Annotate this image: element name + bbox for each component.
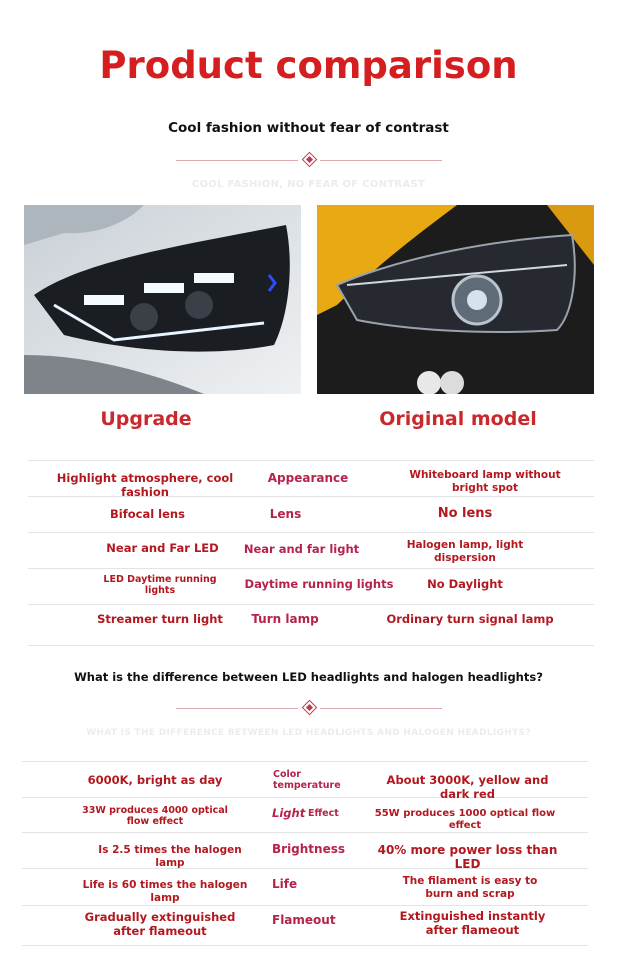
upgrade-headlight-photo [24, 205, 301, 394]
table-row-4-upgrade: LED Daytime running lights [103, 574, 217, 597]
divider-left-2 [176, 708, 298, 709]
diamond-ornament-icon [302, 152, 318, 168]
original-headlight-photo [317, 205, 594, 394]
table-row-1-original: Whiteboard lamp without bright spot [409, 469, 561, 494]
column-original-model: Original model [379, 408, 537, 430]
table-row-4-original: No Daylight [427, 577, 503, 591]
table-row-5-upgrade: Streamer turn light [97, 612, 223, 626]
table-row-1-upgrade: Highlight atmosphere, cool fashion [56, 471, 234, 499]
row-divider [28, 460, 594, 461]
table-row-4-feature: Daytime running lights [244, 577, 394, 591]
row-divider [22, 945, 588, 946]
table-row-2-upgrade: Bifocal lens [110, 507, 185, 521]
row-divider [28, 645, 594, 646]
row-divider [28, 568, 594, 569]
row-divider [22, 905, 588, 906]
row-divider [28, 532, 594, 533]
table2-row-1-feature: Color temperature [273, 769, 341, 792]
table2-row-5-led: Gradually extinguished after flameout [84, 910, 236, 938]
table2-row-4-led: Life is 60 times the halogen lamp [82, 879, 248, 904]
table2-row-4-feature: Life [272, 877, 298, 891]
table2-row-1-halogen: About 3000K, yellow and dark red [386, 773, 549, 801]
table2-row-5-halogen: Extinguished instantly after flameout [399, 909, 546, 937]
table-row-3-upgrade: Near and Far LED [106, 541, 219, 555]
section-question: What is the difference between LED headlights and halogen headlights? [74, 670, 543, 684]
table-row-5-feature: Turn lamp [251, 612, 319, 626]
ghost-question: WHAT IS THE DIFFERENCE BETWEEN LED HEADLIGHTS AND HALOGEN HEADLIGHTS? [86, 728, 531, 738]
table-row-3-original: Halogen lamp, light dispersion [406, 539, 524, 564]
row-divider [22, 761, 588, 762]
table2-row-3-feature: Brightness [272, 842, 346, 856]
diamond-ornament-icon [302, 700, 318, 716]
table2-row-2-halogen: 55W produces 1000 optical flow effect [374, 808, 556, 831]
table2-row-4-halogen: The filament is easy to burn and scrap [402, 875, 538, 900]
table2-row-2-led: 33W produces 4000 optical flow effect [82, 805, 228, 828]
column-upgrade: Upgrade [100, 408, 192, 430]
divider-left [176, 160, 298, 161]
table2-row-2-feature-effect: Effect [308, 808, 339, 819]
divider-right [320, 160, 442, 161]
table-row-5-original: Ordinary turn signal lamp [386, 612, 554, 626]
divider-right-2 [320, 708, 442, 709]
table-row-1-feature: Appearance [267, 471, 349, 485]
page-subtitle: Cool fashion without fear of contrast [168, 120, 449, 136]
table-row-2-original: No lens [437, 506, 493, 521]
row-divider [28, 604, 594, 605]
page-title: Product comparison [99, 44, 518, 87]
table2-row-1-led: 6000K, bright as day [87, 773, 223, 787]
table-row-3-feature: Near and far light [243, 542, 360, 556]
table2-row-3-halogen: 40% more power loss than LED [377, 843, 558, 872]
table-row-2-feature: Lens [269, 507, 302, 521]
table2-row-2-feature-light: Light [272, 806, 306, 820]
table2-row-5-feature: Flameout [272, 913, 336, 927]
row-divider [22, 832, 588, 833]
table2-row-3-led: Is 2.5 times the halogen lamp [98, 844, 242, 869]
ghost-subtitle: COOL FASHION, NO FEAR OF CONTRAST [191, 179, 426, 190]
